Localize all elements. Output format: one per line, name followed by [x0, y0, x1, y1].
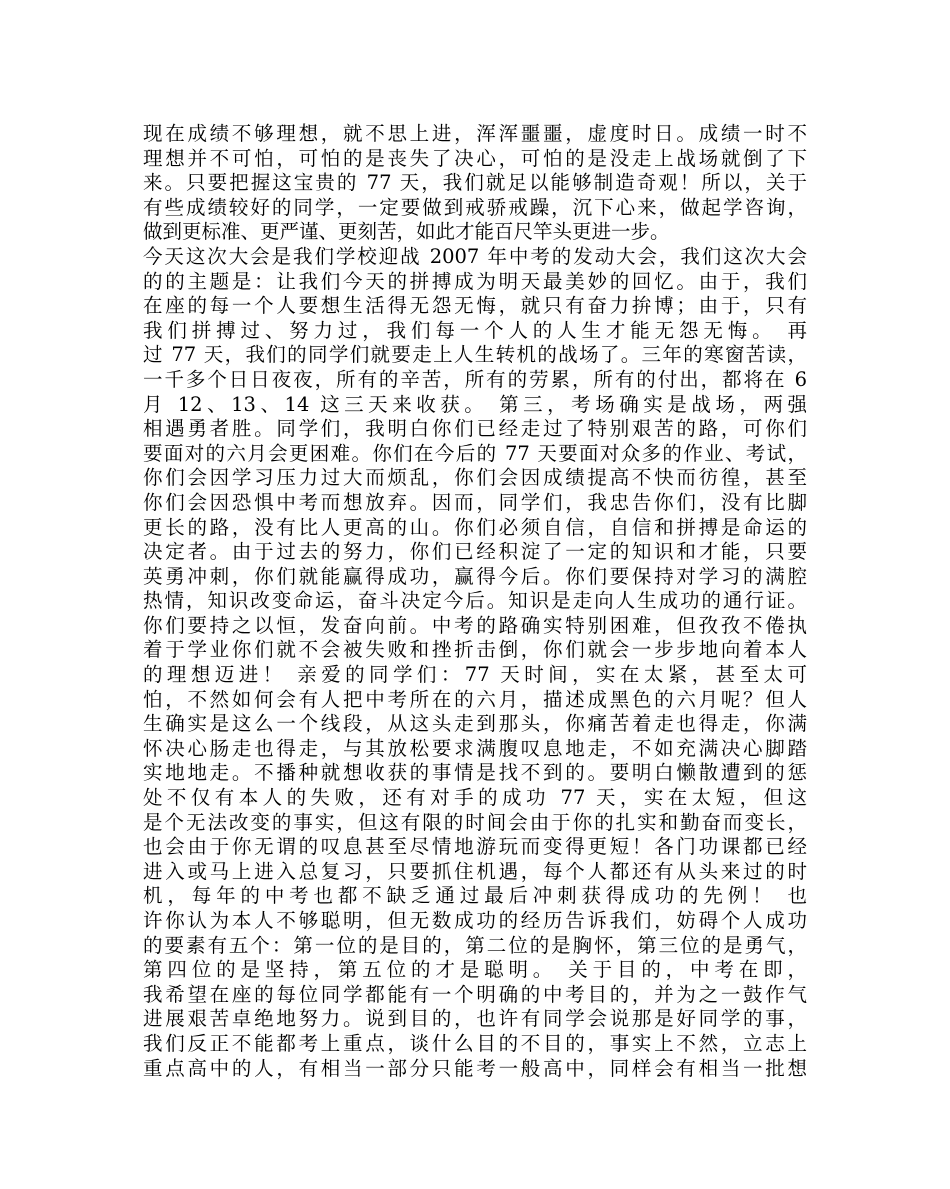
text-line: 的的主题是：让我们今天的拼搏成为明天最美妙的回忆。由于，我们 — [143, 269, 807, 293]
text-line: 更长的路，没有比人更高的山。你们必须自信，自信和拼搏是命运的 — [143, 515, 807, 539]
text-line: 我们反正不能都考上重点，谈什么目的不目的，事实上不然，立志上 — [143, 1031, 807, 1055]
text-line: 过 77 天，我们的同学们就要走上人生转机的战场了。三年的寒窗苦读， — [143, 343, 807, 367]
text-line: 是个无法改变的事实，但这有限的时间会由于你的扎实和勤奋而变长， — [143, 810, 807, 834]
text-line: 我希望在座的每位同学都能有一个明确的中考目的，并为之一鼓作气 — [143, 982, 807, 1006]
text-line: 进展艰苦卓绝地努力。说到目的，也许有同学会说那是好同学的事， — [143, 1007, 807, 1031]
text-line: 你们会因恐惧中考而想放弃。因而，同学们，我忠告你们，没有比脚 — [143, 490, 807, 514]
text-line: 进入或马上进入总复习，只要抓住机遇，每个人都还有从头来过的时 — [143, 859, 807, 883]
text-line: 实地地走。不播种就想收获的事情是找不到的。要明白懒散遭到的惩 — [143, 761, 807, 785]
text-line: 许你认为本人不够聪明，但无数成功的经历告诉我们，妨碍个人成功 — [143, 909, 807, 932]
text-line: 要面对的六月会更困难。你们在今后的 77 天要面对众多的作业、考试， — [143, 441, 807, 465]
text-line: 生确实是这么一个线段，从这头走到那头，你痛苦着走也得走，你满 — [143, 712, 807, 736]
text-line: 在座的每一个人要想生活得无怨无悔，就只有奋力拚博；由于，只有 — [143, 294, 807, 318]
text-line: 月 12、13、14 这三天来收获。 第三，考场确实是战场，两强 — [143, 392, 807, 416]
text-line: 的要素有五个：第一位的是目的，第二位的是胸怀，第三位的是勇气， — [143, 933, 807, 957]
text-line: 你们要持之以恒，发奋向前。中考的路确实特别困难，但孜孜不倦执 — [143, 613, 807, 637]
text-line: 理想并不可怕，可怕的是丧失了决心，可怕的是没走上战场就倒了下 — [143, 146, 807, 170]
text-line: 热情，知识改变命运，奋斗决定今后。知识是走向人生成功的通行证。 — [143, 589, 807, 613]
text-line: 第四位的是坚持，第五位的才是聪明。 关于目的，中考在即， — [143, 958, 807, 982]
text-line: 现在成绩不够理想，就不思上进，浑浑噩噩，虚度时日。成绩一时不 — [143, 122, 807, 145]
document-body — [143, 122, 807, 1081]
text-line: 重点高中的人，有相当一部分只能考一般高中，同样会有相当一批想 — [143, 1056, 807, 1080]
text-line: 怀决心肠走也得走，与其放松要求满腹叹息地走，不如充满决心脚踏 — [143, 736, 807, 760]
text-line: 来。只要把握这宝贵的 77 天，我们就足以能够制造奇观！所以，关于 — [143, 171, 807, 195]
text-line: 决定者。由于过去的努力，你们已经积淀了一定的知识和才能，只要 — [143, 540, 807, 564]
text-line: 今天这次大会是我们学校迎战 2007 年中考的发动大会，我们这次大会 — [143, 244, 807, 268]
text-line: 做到更标准、更严谨、更刻苦，如此才能百尺竿头更进一步。 — [143, 220, 670, 244]
text-line: 相遇勇者胜。同学们，我明白你们已经走过了特别艰苦的路，可你们 — [143, 417, 807, 441]
text-line: 也会由于你无谓的叹息甚至尽情地游玩而变得更短！各门功课都已经 — [143, 835, 807, 859]
text-line: 我们拼搏过、努力过，我们每一个人的人生才能无怨无悔。 再 — [143, 318, 807, 342]
text-line: 怕，不然如何会有人把中考所在的六月，描述成黑色的六月呢？但人 — [143, 687, 807, 711]
text-line: 的理想迈进！ 亲爱的同学们：77 天时间，实在太紧，甚至太可 — [143, 663, 807, 687]
text-line: 有些成绩较好的同学，一定要做到戒骄戒躁，沉下心来，做起学咨询， — [143, 195, 807, 219]
text-line: 机，每年的中考也都不缺乏通过最后冲刺获得成功的先例！ 也 — [143, 884, 807, 908]
text-line: 英勇冲刺，你们就能赢得成功，赢得今后。你们要保持对学习的满腔 — [143, 564, 807, 588]
text-line: 你们会因学习压力过大而烦乱，你们会因成绩提高不快而彷徨，甚至 — [143, 466, 807, 490]
text-line: 一千多个日日夜夜，所有的辛苦，所有的劳累，所有的付出，都将在 6 — [143, 367, 807, 391]
text-line: 着于学业你们就不会被失败和挫折击倒，你们就会一步步地向着本人 — [143, 638, 807, 662]
text-line: 处不仅有本人的失败，还有对手的成功 77 天，实在太短，但这 — [143, 786, 807, 810]
